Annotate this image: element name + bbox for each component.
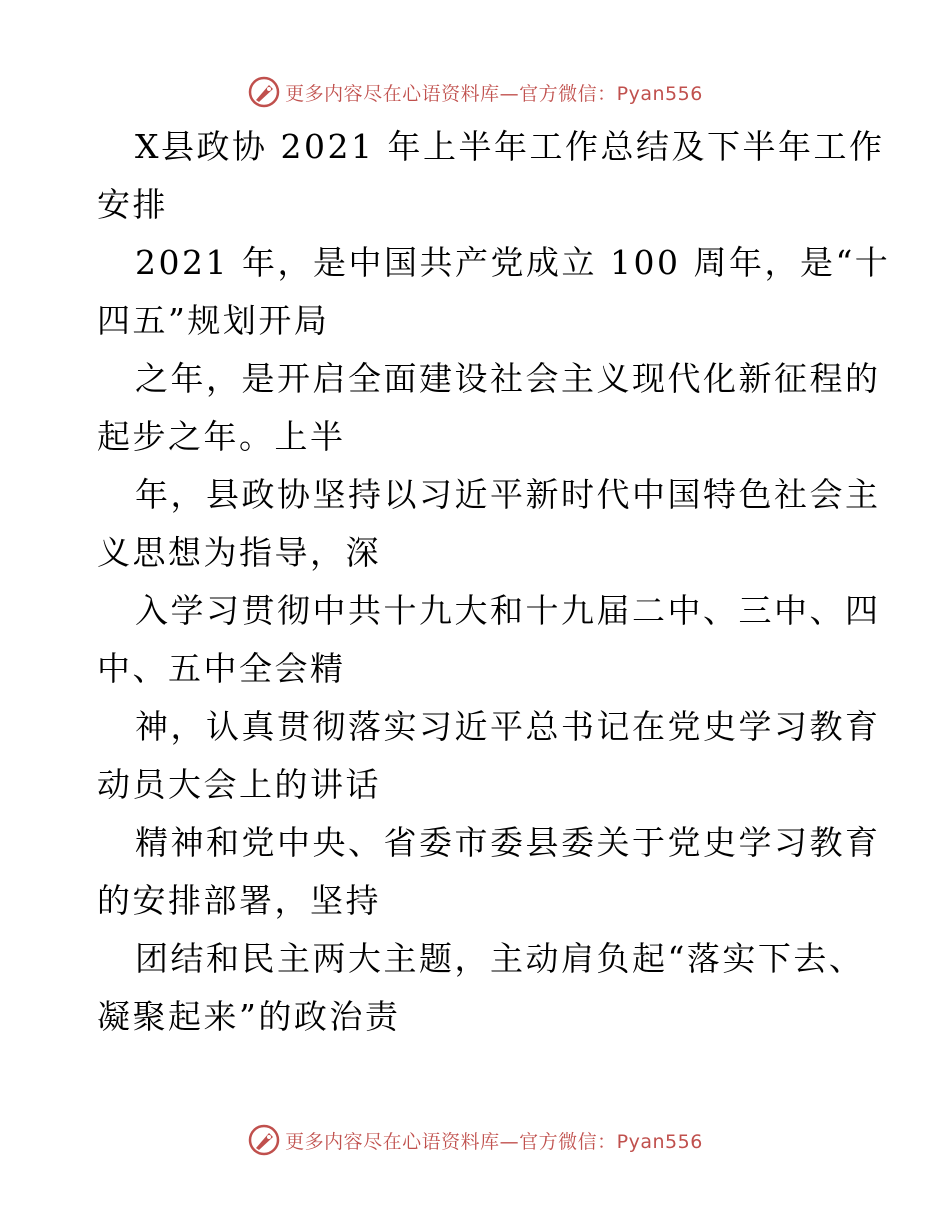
paragraph xyxy=(97,814,881,930)
paragraph-line: 的安排部署，坚持 xyxy=(97,881,381,920)
paragraph xyxy=(97,930,865,1046)
paragraph-line: 精神和党中央、省委市委县委关于党史学习教育 xyxy=(135,823,881,862)
paragraph-line: 凝聚起来”的政治责 xyxy=(97,997,401,1036)
paragraph-title xyxy=(97,118,885,234)
paragraph-line: 中、五中全会精 xyxy=(97,649,346,688)
paragraph-line: 动员大会上的讲话 xyxy=(97,765,381,804)
paragraph-line: 神，认真贯彻落实习近平总书记在党史学习教育 xyxy=(135,707,881,746)
paragraph xyxy=(97,234,891,350)
paragraph-line: 之年，是开启全面建设社会主义现代化新征程的 xyxy=(135,359,881,398)
paragraph xyxy=(97,466,881,582)
pen-nib-logo-icon xyxy=(247,75,281,109)
paragraph-line: X县政协 2021 年上半年工作总结及下半年工作 xyxy=(135,127,885,166)
paragraph xyxy=(97,582,881,698)
watermark-text: 更多内容尽在心语资料库—官方微信：Pyan556 xyxy=(285,82,703,105)
paragraph xyxy=(97,698,881,814)
watermark-text: 更多内容尽在心语资料库—官方微信：Pyan556 xyxy=(285,1130,703,1153)
header-watermark xyxy=(0,72,950,112)
paragraph-line: 义思想为指导，深 xyxy=(97,533,381,572)
paragraph xyxy=(97,350,881,466)
footer-watermark xyxy=(0,1120,950,1160)
paragraph-line: 团结和民主两大主题，主动肩负起“落实下去、 xyxy=(135,939,865,978)
paragraph-line: 四五”规划开局 xyxy=(97,301,330,340)
paragraph-line: 起步之年。上半 xyxy=(97,417,346,456)
paragraph-line: 入学习贯彻中共十九大和十九届二中、三中、四 xyxy=(135,591,881,630)
paragraph-line: 安排 xyxy=(97,185,168,224)
pen-nib-logo-icon xyxy=(247,1123,281,1157)
paragraph-line: 年，县政协坚持以习近平新时代中国特色社会主 xyxy=(135,475,881,514)
paragraph-line: 2021 年，是中国共产党成立 100 周年，是“十 xyxy=(135,243,891,282)
document-body xyxy=(97,118,891,1046)
